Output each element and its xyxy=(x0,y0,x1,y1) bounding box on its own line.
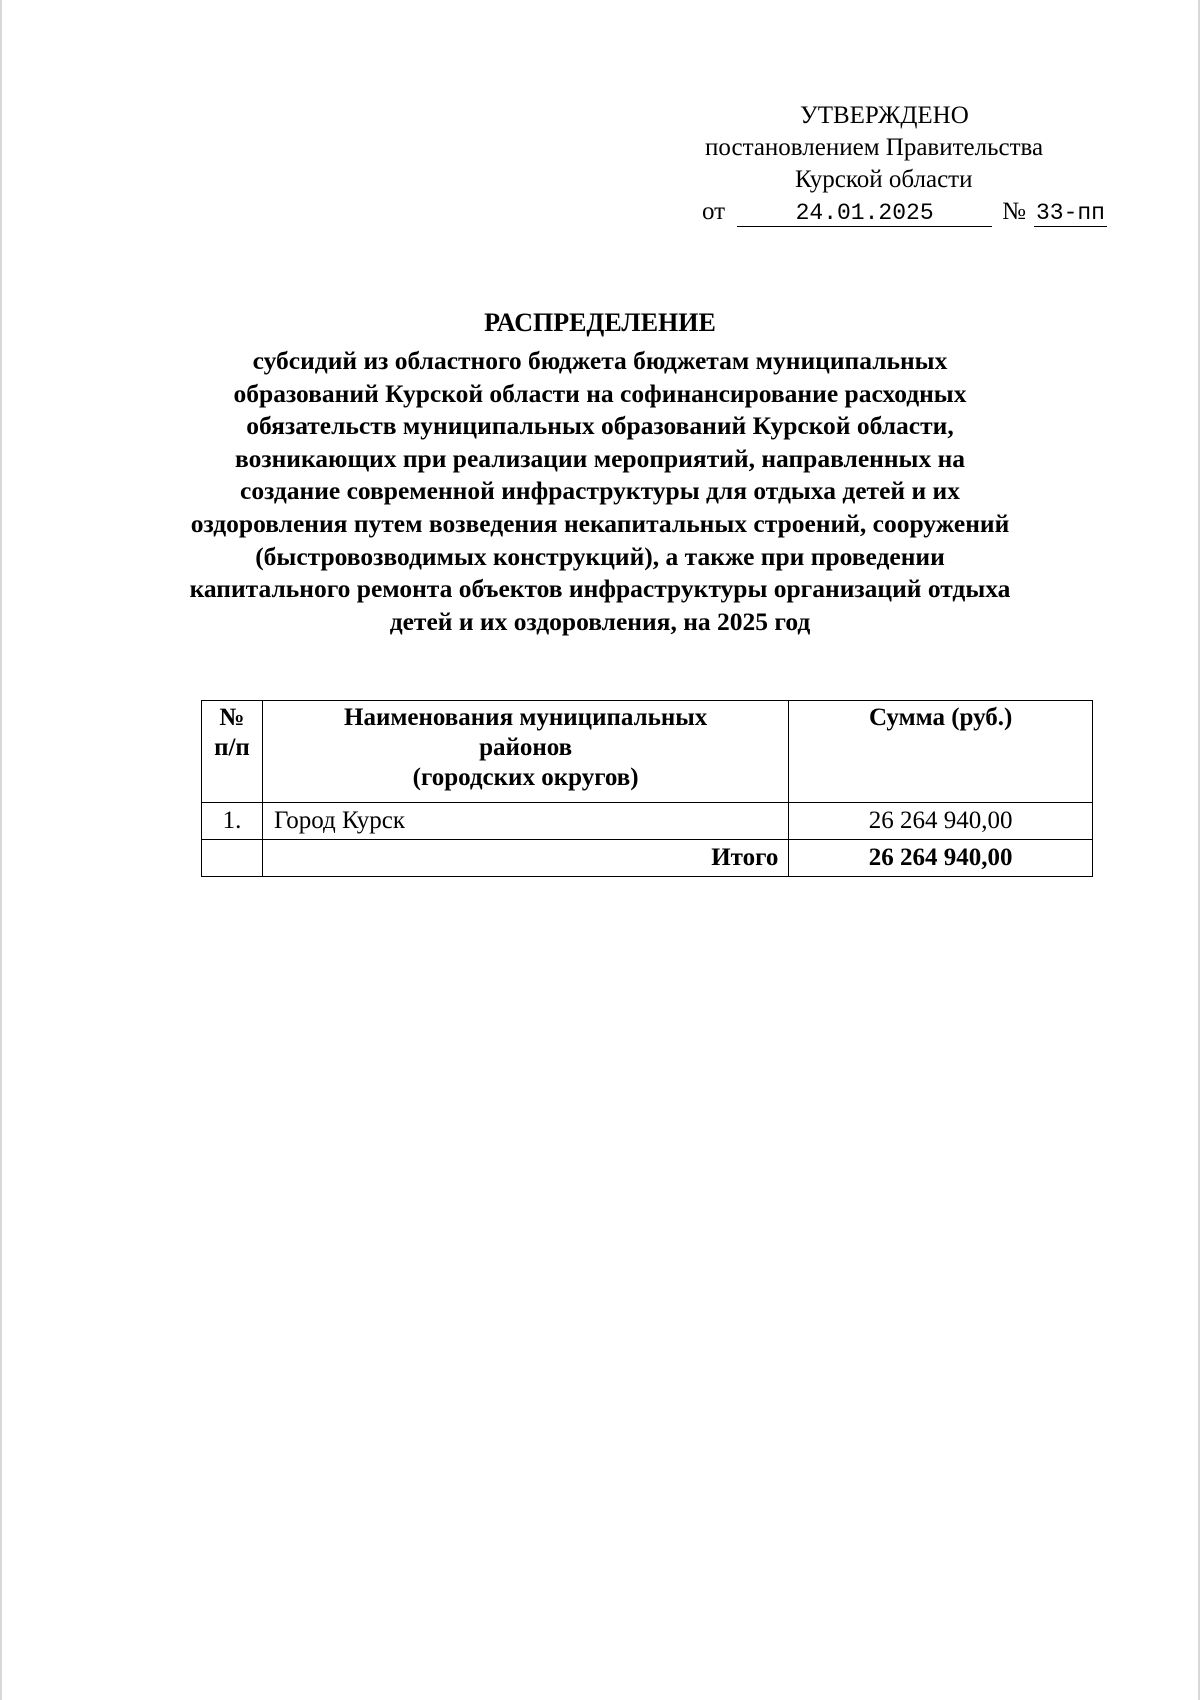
approval-block xyxy=(690,100,1130,228)
table-header-row xyxy=(202,701,1093,803)
resolution-date: 24.01.2025 xyxy=(737,200,992,227)
document-title: РАСПРЕДЕЛЕНИЕ xyxy=(484,308,716,337)
row-sum: 26 264 940,00 xyxy=(789,803,1093,840)
table-row xyxy=(202,803,1093,840)
row-name: Город Курск xyxy=(262,803,788,840)
subtitle-line: образований Курской области на софинансирование расходных xyxy=(233,378,967,408)
header-name-line: Наименования муниципальных xyxy=(344,704,708,731)
approved-label: УТВЕРЖДЕНО xyxy=(800,102,969,129)
subtitle-line: оздоровления путем возведения некапитальных строений, сооружений xyxy=(190,508,1010,538)
subtitle-line: капитального ремонта объектов инфраструктуры организаций отдыха xyxy=(189,574,1011,604)
header-num-line: п/п xyxy=(214,734,250,761)
header-name xyxy=(262,701,788,803)
subtitle-line: создание современной инфраструктуры для отдыха детей и их xyxy=(240,476,960,506)
resolution-label: постановлением Правительства xyxy=(705,134,1044,161)
subtitle-line: (быстровозводимых конструкций), а также при проведении xyxy=(255,541,945,571)
total-label: Итого xyxy=(262,840,788,877)
header-name-line: районов xyxy=(479,734,573,761)
total-sum: 26 264 940,00 xyxy=(789,840,1093,877)
header-num xyxy=(202,701,263,803)
number-sign: № xyxy=(1002,198,1026,225)
header-sum: Сумма (руб.) xyxy=(789,701,1093,803)
date-number-row xyxy=(690,196,1130,228)
subtitle-line: детей и их оздоровления, на 2025 год xyxy=(389,606,811,636)
resolution-number: 33-пп xyxy=(1035,200,1105,226)
total-empty-cell xyxy=(202,840,263,877)
header-num-line: № xyxy=(219,704,245,731)
document-subtitle xyxy=(160,345,1040,638)
region-label: Курской области xyxy=(795,166,973,193)
table-total-row xyxy=(202,840,1093,877)
distribution-table xyxy=(201,700,1093,877)
page-edge-left xyxy=(0,0,2,1700)
subtitle-line: возникающих при реализации мероприятий, направленных на xyxy=(234,443,966,473)
subtitle-line: обязательств муниципальных образований Курской области, xyxy=(246,411,954,441)
row-num: 1. xyxy=(202,803,263,840)
subtitle-line: субсидий из областного бюджета бюджетам муниципальных xyxy=(252,346,948,375)
date-prefix: от xyxy=(702,198,726,225)
header-name-line: (городских округов) xyxy=(412,764,639,791)
